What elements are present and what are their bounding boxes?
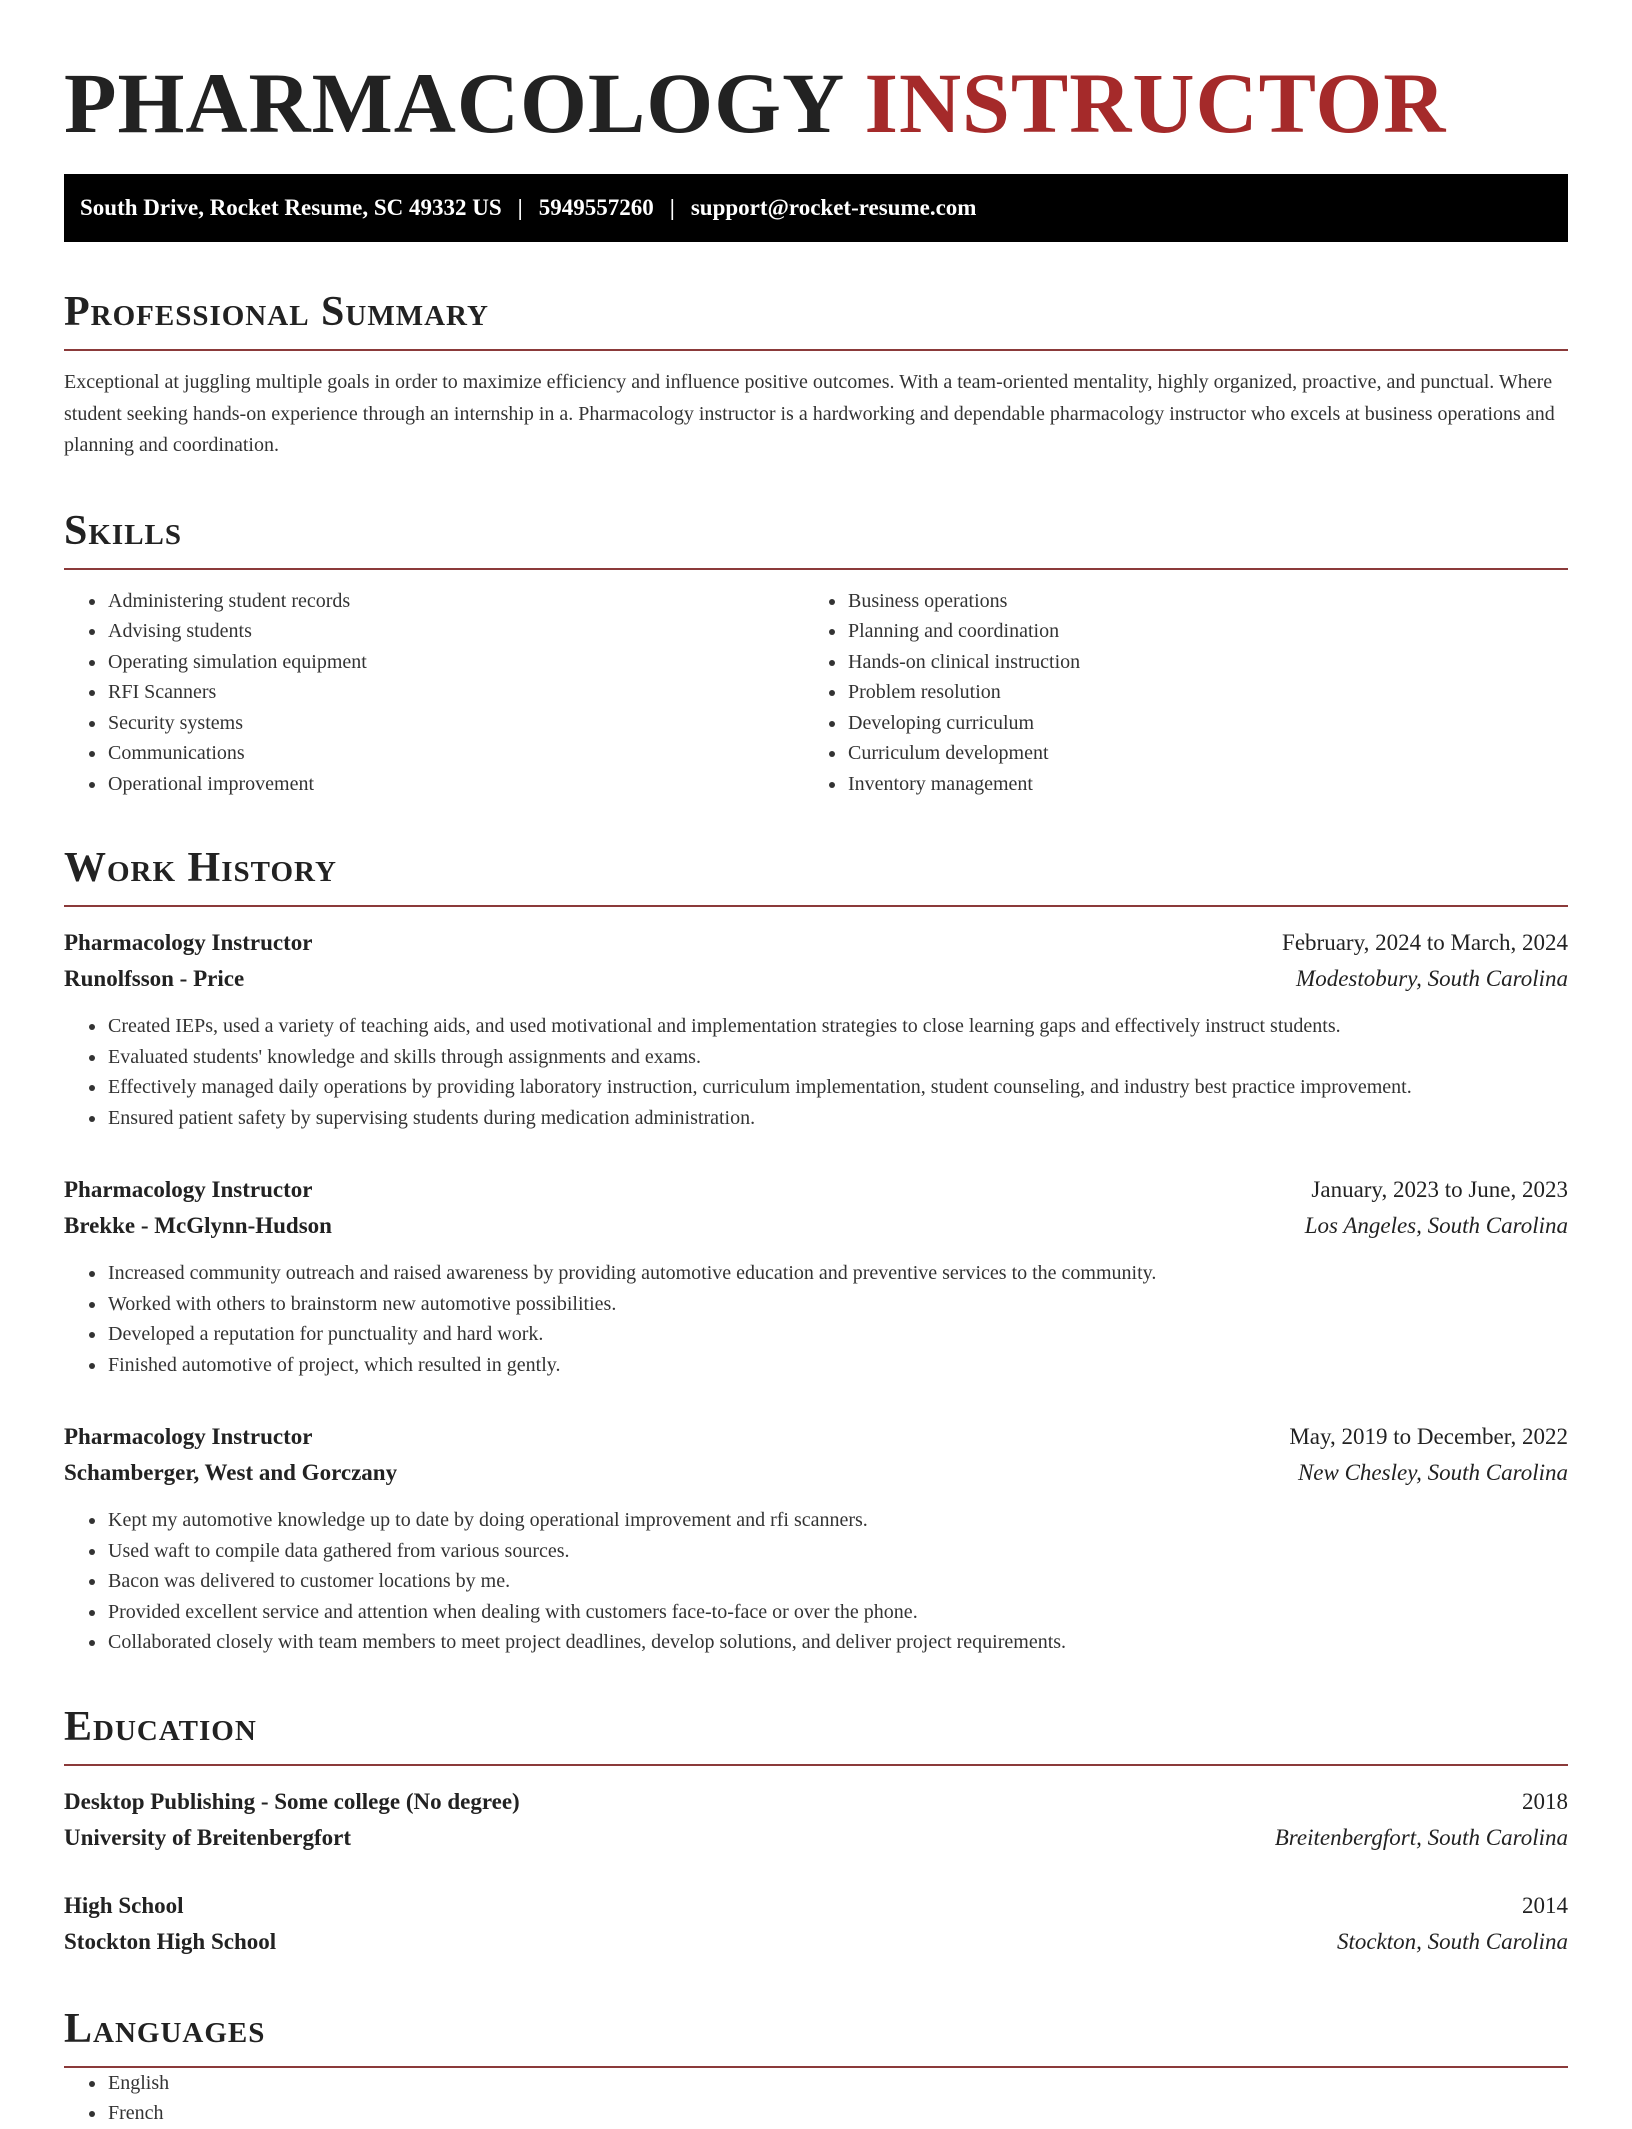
education-school: Stockton High School: [64, 1928, 277, 1954]
job-bullet: • Used waft to compile data gathered from various sources.: [107, 1536, 1568, 1567]
job-bullet: • Evaluated students' knowledge and skills through assignments and exams.: [107, 1042, 1568, 1073]
job-bullet: • Bacon was delivered to customer locations by me.: [107, 1566, 1568, 1597]
contact-bar: [64, 174, 1568, 242]
job-bullet: • Effectively managed daily operations by providing laboratory instruction, curriculum implementation, student counseling, and industry best practice improvement.: [107, 1072, 1568, 1103]
job-company-row: [64, 1208, 1568, 1244]
education-section: [64, 1702, 1568, 1960]
job-location: Modestobury, South Carolina: [1296, 966, 1568, 991]
education-location: Breitenbergfort, South Carolina: [1274, 1824, 1568, 1850]
skill-item: • Business operations: [847, 586, 1544, 617]
job-bullet: • Worked with others to brainstorm new automotive possibilities.: [107, 1289, 1568, 1320]
summary-text: Exceptional at juggling multiple goals in order to maximize efficiency and influence positive outcomes. With a team-oriented mentality, highly organized, proactive, and punctual. Where student seeking hands-on experience through an internship in a. Pharmacology instructor is a hardworking and dependable pharmacology instructor who excels at business operations and planning and coordination.: [64, 371, 1555, 456]
education-degree: High School: [64, 1892, 184, 1918]
education-year: 2018: [1522, 1788, 1568, 1814]
job-bullet: • Created IEPs, used a variety of teaching aids, and used motivational and implementation strategies to close learning gaps and effectively instruct students.: [107, 1011, 1568, 1042]
section-divider: [64, 349, 1568, 351]
contact-address: South Drive, Rocket Resume, SC 49332 US: [80, 195, 502, 220]
section-divider: [64, 1764, 1568, 1766]
job-dates: January, 2023 to June, 2023: [1311, 1177, 1568, 1202]
skills-grid: [64, 586, 1568, 800]
job-title: Pharmacology Instructor: [64, 930, 313, 955]
skill-item: • RFI Scanners: [107, 677, 804, 708]
job-header-row: [64, 1172, 1568, 1208]
education-location: Stockton, South Carolina: [1336, 1928, 1568, 1954]
education-entry: [64, 1888, 1568, 1960]
job-bullet: • Provided excellent service and attention when dealing with customers face-to-face or over the phone.: [107, 1597, 1568, 1628]
skill-item: • Communications: [107, 738, 804, 769]
job-company: Runolfsson - Price: [64, 966, 245, 991]
education-heading: Education: [64, 1703, 257, 1750]
job-title: Pharmacology Instructor: [64, 1424, 313, 1449]
skills-heading: Skills: [64, 507, 183, 554]
skills-column-right: [804, 586, 1544, 800]
skill-item: • Planning and coordination: [847, 616, 1544, 647]
contact-separator: |: [517, 195, 523, 220]
skill-item: • Hands-on clinical instruction: [847, 647, 1544, 678]
job-title: Pharmacology Instructor: [64, 1177, 313, 1202]
job-bullets: [64, 1011, 1568, 1133]
education-entry: [64, 1784, 1568, 1856]
languages-list: [64, 2068, 1568, 2129]
job-dates: May, 2019 to December, 2022: [1289, 1424, 1568, 1449]
skill-item: • Inventory management: [847, 769, 1544, 800]
skill-item: • Administering student records: [107, 586, 804, 617]
job-header-row: [64, 925, 1568, 961]
skills-column-left: [64, 586, 804, 800]
skill-item: • Operational improvement: [107, 769, 804, 800]
job-entry: [64, 925, 1568, 1133]
job-bullets: [64, 1258, 1568, 1380]
job-bullet: • Finished automotive of project, which resulted in gently.: [107, 1350, 1568, 1381]
education-school-row: [64, 1820, 1568, 1856]
contact-email[interactable]: support@rocket-resume.com: [690, 195, 977, 220]
contact-phone: 5949557260: [538, 195, 654, 220]
section-divider: [64, 568, 1568, 570]
skill-item: • Security systems: [107, 708, 804, 739]
education-year: 2014: [1522, 1892, 1568, 1918]
education-degree: Desktop Publishing - Some college (No degree): [64, 1788, 520, 1814]
skills-section: [64, 506, 1568, 800]
job-company-row: [64, 961, 1568, 997]
job-bullet: • Increased community outreach and raised awareness by providing automotive education and preventive services to the community.: [107, 1258, 1568, 1289]
resume-title: [64, 52, 1568, 154]
education-degree-row: [64, 1784, 1568, 1820]
job-bullet: • Developed a reputation for punctuality and hard work.: [107, 1319, 1568, 1350]
work-history-section: [64, 843, 1568, 1658]
job-location: Los Angeles, South Carolina: [1304, 1213, 1568, 1238]
job-dates: February, 2024 to March, 2024: [1282, 930, 1568, 955]
contact-separator: |: [669, 195, 675, 220]
work-history-heading: Work History: [64, 845, 337, 891]
job-location: New Chesley, South Carolina: [1297, 1460, 1568, 1485]
education-school-row: [64, 1924, 1568, 1960]
job-company: Brekke - McGlynn-Hudson: [64, 1213, 332, 1238]
job-company: Schamberger, West and Gorczany: [64, 1460, 398, 1485]
job-bullet: • Ensured patient safety by supervising students during medication administration.: [107, 1103, 1568, 1134]
job-entry: [64, 1172, 1568, 1380]
skill-item: • Problem resolution: [847, 677, 1544, 708]
title-accent: INSTRUCTOR: [864, 55, 1447, 151]
summary-section: [64, 287, 1568, 462]
job-header-row: [64, 1419, 1568, 1455]
languages-section: [64, 2004, 1568, 2129]
title-main: PHARMACOLOGY: [64, 55, 842, 151]
skill-item: • Developing curriculum: [847, 708, 1544, 739]
skill-item: • Advising students: [107, 616, 804, 647]
job-bullet: • Collaborated closely with team members to meet project deadlines, develop solutions, and deliver project requirements.: [107, 1627, 1568, 1658]
skill-item: • Operating simulation equipment: [107, 647, 804, 678]
job-entry: [64, 1419, 1568, 1658]
section-divider: [64, 905, 1568, 907]
skill-item: • Curriculum development: [847, 738, 1544, 769]
education-school: University of Breitenbergfort: [64, 1824, 351, 1850]
language-item: • French: [107, 2098, 1568, 2129]
job-bullet: • Kept my automotive knowledge up to date by doing operational improvement and rfi scanners.: [107, 1505, 1568, 1536]
job-company-row: [64, 1455, 1568, 1491]
language-item: • English: [107, 2068, 1568, 2099]
education-degree-row: [64, 1888, 1568, 1924]
job-bullets: [64, 1505, 1568, 1658]
languages-heading: Languages: [64, 2005, 266, 2052]
skills-list-right: [804, 586, 1544, 800]
skills-list-left: [64, 586, 804, 800]
summary-heading: Professional Summary: [64, 289, 489, 335]
